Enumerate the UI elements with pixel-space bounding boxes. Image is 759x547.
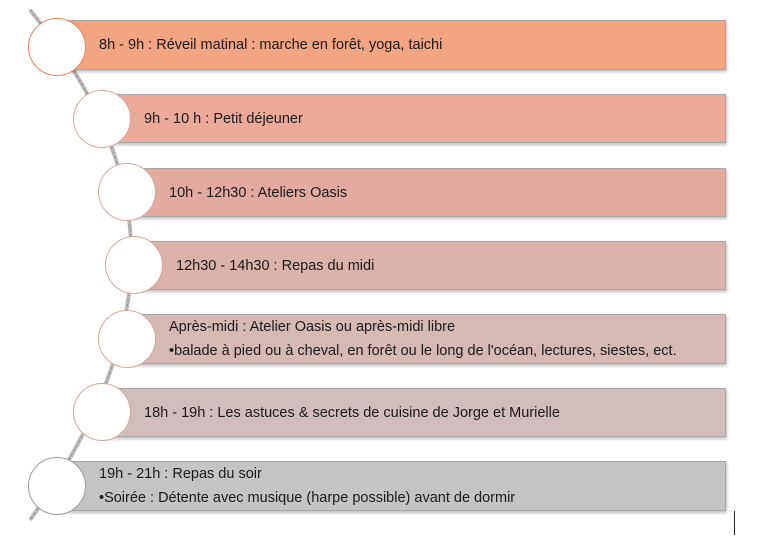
timeline-node: [105, 236, 163, 294]
text-cursor: [734, 511, 735, 535]
schedule-item: [56, 461, 726, 511]
schedule-item-title: 8h - 9h : Réveil matinal : marche en forêt, yoga, taichi: [99, 37, 443, 53]
schedule-item-title: 19h - 21h : Repas du soir: [99, 466, 262, 482]
timeline-node: [28, 457, 86, 515]
schedule-item-title: 12h30 - 14h30 : Repas du midi: [176, 257, 375, 274]
schedule-item: [56, 20, 726, 70]
schedule-item: [132, 241, 726, 290]
schedule-item: [100, 388, 726, 437]
schedule-item-title: 10h - 12h30 : Ateliers Oasis: [169, 184, 348, 201]
timeline-node: [73, 90, 131, 148]
schedule-item-title: 18h - 19h : Les astuces & secrets de cuisine de Jorge et Murielle: [144, 404, 560, 421]
schedule-item-title: 9h - 10 h : Petit déjeuner: [144, 110, 303, 127]
timeline-node: [98, 163, 156, 221]
timeline-node: [98, 310, 156, 368]
schedule-item-detail: •Soirée : Détente avec musique (harpe possible) avant de dormir: [99, 490, 516, 506]
schedule-item-title: Après-midi : Atelier Oasis ou après-midi libre: [169, 319, 456, 335]
timeline-node: [28, 18, 86, 76]
schedule-item: [124, 314, 726, 364]
timeline-node: [73, 383, 131, 441]
schedule-item-detail: •balade à pied ou à cheval, en forêt ou le long de l'océan, lectures, siestes, ect.: [169, 343, 677, 359]
schedule-item: [100, 94, 726, 143]
schedule-item: [124, 168, 726, 217]
